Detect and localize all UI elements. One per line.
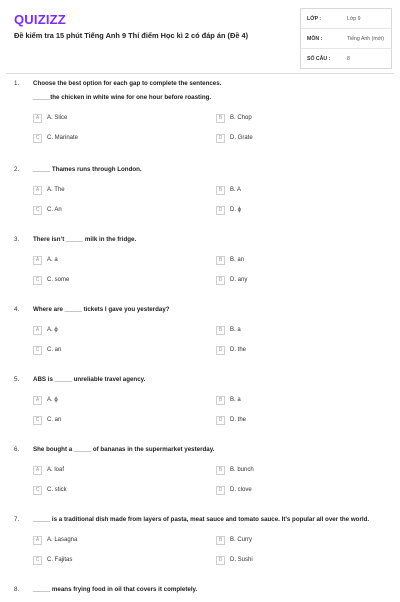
option-c[interactable] [33,556,216,565]
question-5 [0,372,400,442]
option-letter-box[interactable]: B [216,256,225,265]
question-3 [0,232,400,302]
option-text: C. an [47,417,62,423]
meta-info-box [300,8,392,69]
option-letter-box[interactable]: D [216,134,225,143]
option-row [33,480,400,500]
option-d[interactable] [216,206,399,215]
option-text: D. any [230,277,248,283]
option-text: D. the [230,417,247,423]
option-c[interactable] [33,134,216,143]
option-text: B. bunch [230,467,254,473]
option-letter-box[interactable]: A [33,114,42,123]
option-row [33,180,400,200]
meta-row-count [301,49,391,68]
option-text: C. An [47,207,62,213]
question-number: 2. [14,166,20,173]
option-a[interactable] [33,536,216,545]
option-c[interactable] [33,346,216,355]
meta-row-class [301,9,391,29]
option-letter-box[interactable]: D [216,416,225,425]
option-text: B. a [230,327,241,333]
options [0,530,400,570]
option-text: A. a [47,257,58,263]
question-text: Choose the best option for each gap to complete the sentences. [33,80,222,87]
option-text: C. some [47,277,70,283]
option-row [33,550,400,570]
option-text: B. Curry [230,537,253,543]
option-letter-box[interactable]: A [33,256,42,265]
meta-label: LỚP : [307,15,322,22]
option-letter-box[interactable]: B [216,326,225,335]
option-text: A. loaf [47,467,65,473]
question-text: ABS is _____ unreliable travel agency. [33,376,146,383]
option-c[interactable] [33,276,216,285]
meta-value: Lớp 9 [347,15,361,22]
option-b[interactable] [216,256,399,265]
option-c[interactable] [33,416,216,425]
document-title: Đề kiểm tra 15 phút Tiếng Anh 9 Thí điểm Học kì 2 có đáp án (Đề 4) [14,31,249,40]
option-text: B. Chop [230,115,252,121]
option-text: A. Slice [47,115,68,121]
option-row [33,390,400,410]
options [0,320,400,360]
option-b[interactable] [216,114,399,123]
option-text: D. Grate [230,135,253,141]
question-number: 7. [14,516,20,523]
option-text: A. ɸ [47,397,58,403]
option-row [33,530,400,550]
quizizz-logo: QUIZIZZ [14,12,66,27]
option-d[interactable] [216,486,399,495]
question-header [0,582,400,593]
header-divider [6,73,394,74]
meta-value: 8 [347,55,350,62]
question-header [0,162,400,173]
option-b[interactable] [216,396,399,405]
option-letter-box[interactable]: C [33,276,42,285]
option-d[interactable] [216,346,399,355]
options [0,108,400,148]
question-2 [0,162,400,232]
question-text: There isn’t _____ milk in the fridge. [33,236,137,243]
option-d[interactable] [216,416,399,425]
question-number: 1. [14,80,20,87]
option-text: D. clove [230,487,252,493]
option-letter-box[interactable]: C [33,416,42,425]
question-4 [0,302,400,372]
question-number: 8. [14,586,20,593]
question-8 [0,582,400,602]
option-row [33,108,400,128]
option-b[interactable] [216,536,399,545]
option-letter-box[interactable]: A [33,326,42,335]
option-text: A. ɸ [47,327,58,333]
question-7 [0,512,400,582]
question-text: _____ means frying food in oil that covers it completely. [33,586,198,593]
question-header [0,232,400,243]
option-letter-box[interactable]: B [216,466,225,475]
option-letter-box[interactable]: B [216,396,225,405]
option-a[interactable] [33,466,216,475]
option-text: D. ɸ [230,207,241,213]
question-list [0,76,400,602]
option-b[interactable] [216,466,399,475]
options [0,390,400,430]
meta-label: MÔN : [307,35,323,42]
option-a[interactable] [33,186,216,195]
question-number: 5. [14,376,20,383]
option-row [33,340,400,360]
option-row [33,200,400,220]
question-number: 3. [14,236,20,243]
option-text: B. an [230,257,245,263]
question-number: 6. [14,446,20,453]
options [0,180,400,220]
option-d[interactable] [216,134,399,143]
option-text: C. Fajitas [47,557,73,563]
option-row [33,250,400,270]
meta-label: SỐ CÂU : [307,55,331,62]
option-letter-box[interactable]: C [33,346,42,355]
option-a[interactable] [33,256,216,265]
meta-value: Tiếng Anh (mới) [347,35,384,42]
option-letter-box[interactable]: A [33,186,42,195]
question-6 [0,442,400,512]
option-d[interactable] [216,556,399,565]
option-row [33,320,400,340]
option-row [33,460,400,480]
question-text: _____ is a traditional dish made from layers of pasta, meat sauce and tomato sauce. It’s popular all over the world. [33,516,370,523]
option-letter-box[interactable]: D [216,206,225,215]
option-text: A. Lasagna [47,537,78,543]
option-letter-box[interactable]: D [216,556,225,565]
question-subtext: _____the chicken in white wine for one hour before roasting. [33,94,212,101]
options [0,460,400,500]
question-header [0,372,400,383]
question-header [0,512,400,523]
option-text: C. stick [47,487,67,493]
option-letter-box[interactable]: D [216,276,225,285]
question-text: Where are _____ tickets I gave you yesterday? [33,306,170,313]
option-b[interactable] [216,326,399,335]
option-letter-box[interactable]: C [33,486,42,495]
meta-row-subject [301,29,391,49]
option-row [33,410,400,430]
option-c[interactable] [33,486,216,495]
question-text: _____ Thames runs through London. [33,166,142,173]
option-letter-box[interactable]: B [216,536,225,545]
option-row [33,270,400,290]
question-header [0,302,400,313]
option-letter-box[interactable]: B [216,114,225,123]
question-text: She bought a _____ of bananas in the supermarket yesterday. [33,446,215,453]
question-number: 4. [14,306,20,313]
page-header [0,0,400,68]
question-header [0,76,400,87]
option-letter-box[interactable]: C [33,206,42,215]
option-letter-box[interactable]: A [33,536,42,545]
option-text: B. A [230,187,242,193]
option-d[interactable] [216,276,399,285]
option-text: C. Marinate [47,135,79,141]
option-c[interactable] [33,206,216,215]
question-1 [0,76,400,162]
option-b[interactable] [216,186,399,195]
option-text: D. the [230,347,247,353]
option-letter-box[interactable]: B [216,186,225,195]
option-text: A. The [47,187,65,193]
option-letter-box[interactable]: C [33,556,42,565]
option-a[interactable] [33,114,216,123]
option-letter-box[interactable]: D [216,346,225,355]
option-letter-box[interactable]: C [33,134,42,143]
options [0,250,400,290]
option-row [33,128,400,148]
option-a[interactable] [33,396,216,405]
option-letter-box[interactable]: D [216,486,225,495]
option-a[interactable] [33,326,216,335]
option-text: B. a [230,397,241,403]
option-letter-box[interactable]: A [33,396,42,405]
question-header [0,442,400,453]
option-text: C. an [47,347,62,353]
option-letter-box[interactable]: A [33,466,42,475]
option-text: D. Sushi [230,557,253,563]
